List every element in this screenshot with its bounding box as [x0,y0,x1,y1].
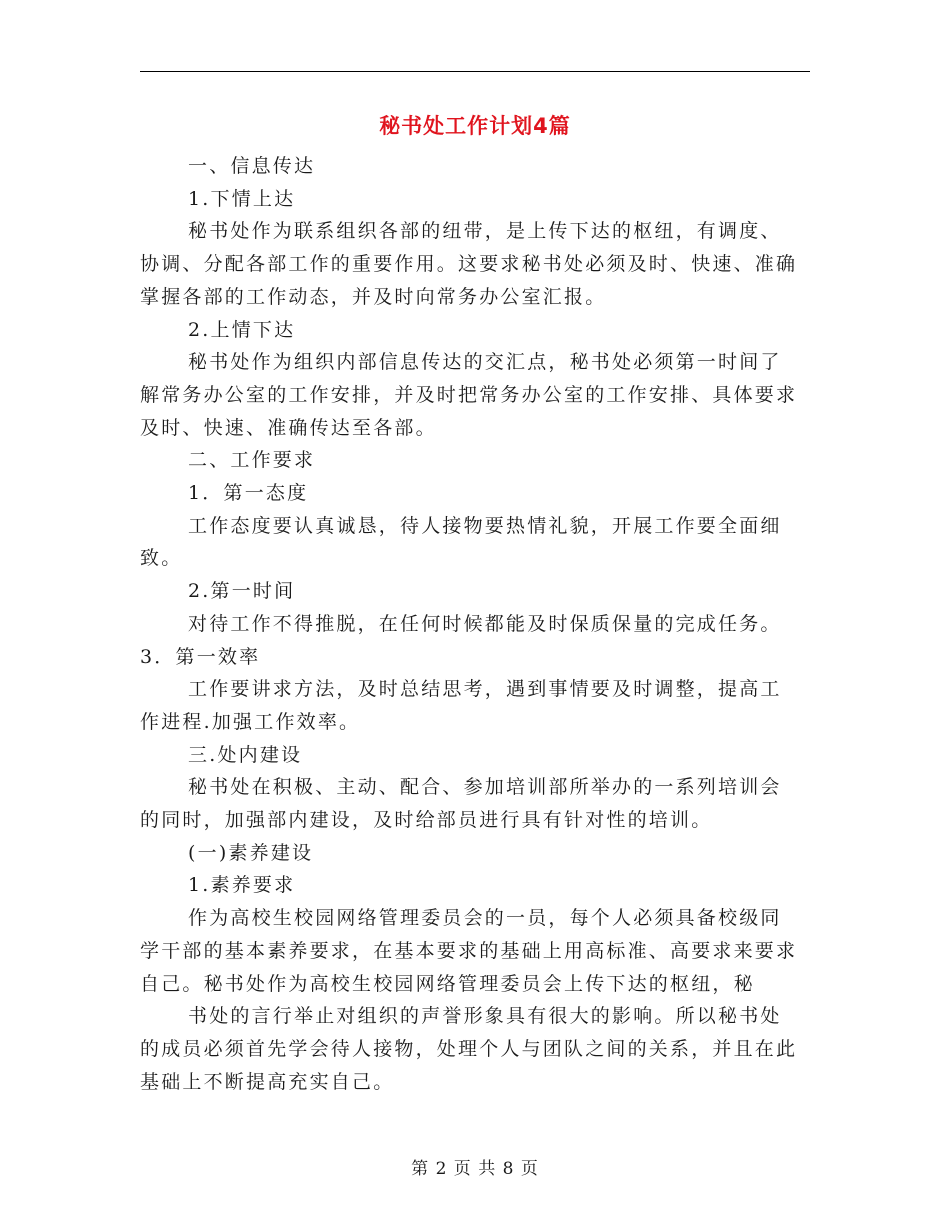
section-heading: 一、信息传达 [188,155,316,177]
subsection-heading: 1．第一态度 [188,482,309,505]
page-number-footer: 第 2 页 共 8 页 [411,1159,539,1179]
body-paragraph: 书处的言行举止对组织的声誉形象具有很大的影响。所以秘书处的成员必须首先学会待人接物，处理个人与团队之间的关系，并且在此基础上不断提高充实自己。 [140,1005,798,1093]
body-paragraph: 工作要讲求方法，及时总结思考，遇到事情要及时调整，提高工作进程.加强工作效率。 [140,678,782,733]
section-heading: 二、工作要求 [188,449,316,472]
subsection-heading: 2.第一时间 [188,580,296,603]
body-paragraph: 秘书处作为联系组织各部的纽带，是上传下达的枢纽，有调度、协调、分配各部工作的重要作用。这要求秘书处必须及时、快速、准确掌握各部的工作动态，并及时向常务办公室汇报。 [140,220,798,308]
subsection-heading: 2.上情下达 [188,318,296,341]
section-heading: 三.处内建设 [188,743,303,766]
body-paragraph: 对待工作不得推脱，在任何时候都能及时保质保量的完成任务。 [188,612,782,635]
body-paragraph: 工作态度要认真诚恳，待人接物要热情礼貌，开展工作要全面细致。 [140,514,782,570]
document-body [140,150,800,1098]
body-paragraph: 秘书处作为组织内部信息传达的交汇点，秘书处必须第一时间了解常务办公室的工作安排，并及时把常务办公室的工作安排、具体要求及时、快速、准确传达至各部。 [140,351,798,439]
body-paragraph: 秘书处在积极、主动、配合、参加培训部所举办的一系列培训会的同时，加强部内建设，及时给部员进行具有针对性的培训。 [140,776,782,832]
subsection-heading: 1.素养要求 [188,874,296,897]
body-paragraph: 作为高校生校园网络管理委员会的一员，每个人必须具备校级同学干部的基本素养要求，在基本要求的基础上用高标准、高要求来要求自己。秘书处作为高校生校园网络管理委员会上传下达的枢纽，秘 [140,907,798,995]
subsection-heading: 1.下情上达 [188,187,296,210]
subsection-heading: 3．第一效率 [140,645,261,668]
document-title: 秘书处工作计划4篇 [379,114,571,138]
header-rule [140,71,810,72]
subsection-heading: (一)素养建设 [188,841,314,864]
